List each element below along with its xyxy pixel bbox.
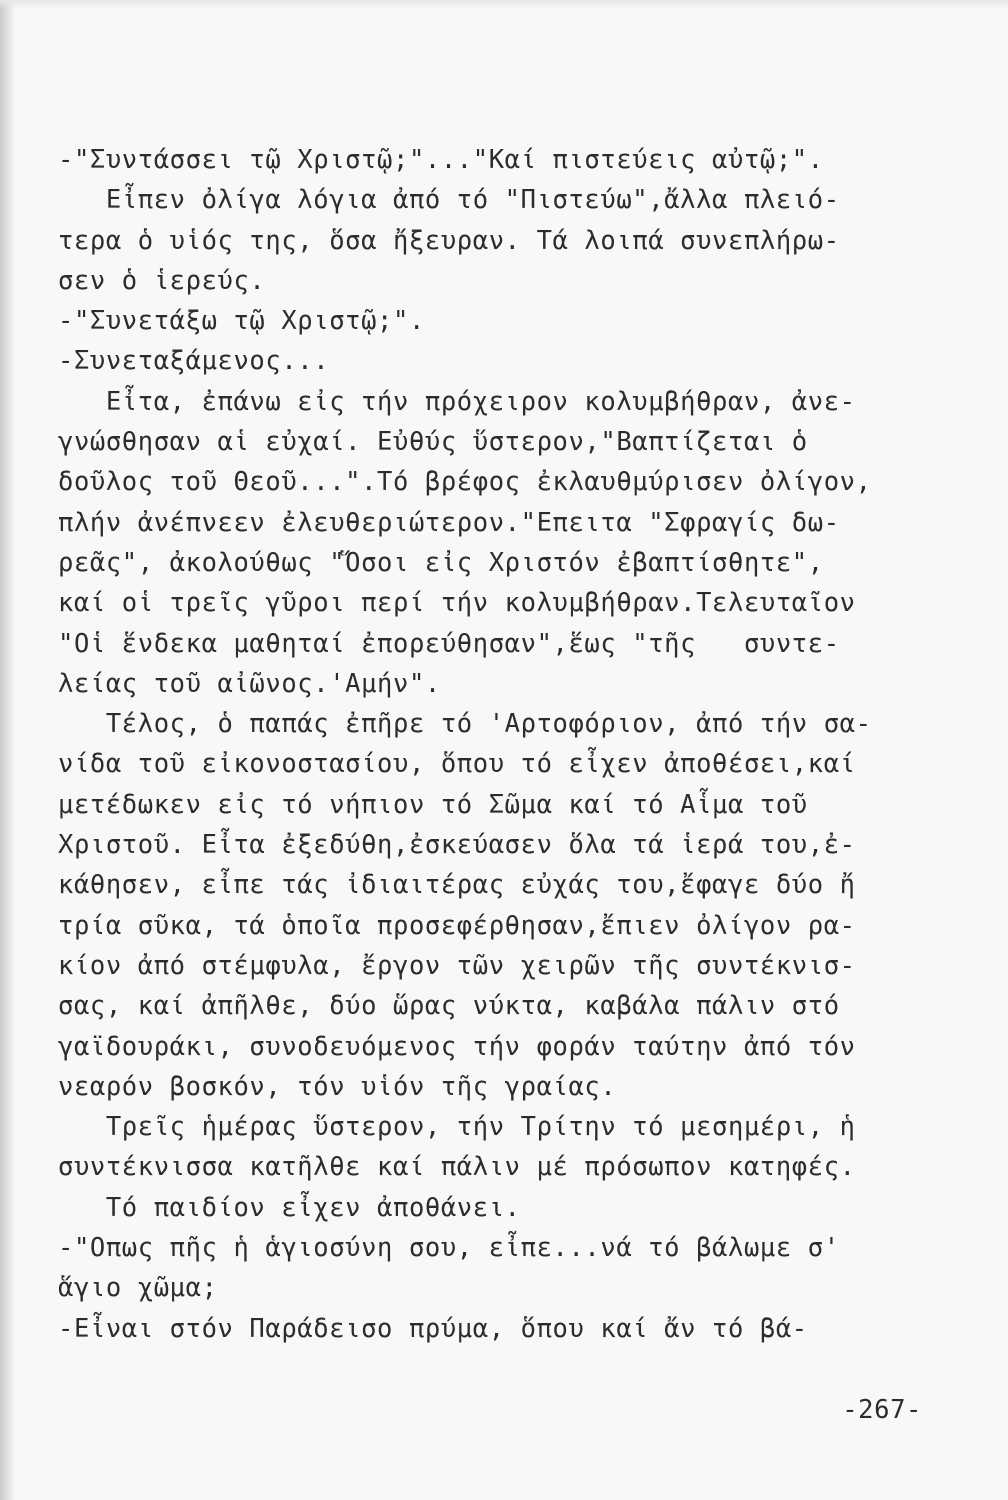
- text-line: Χριστοῦ. Εἶτα ἐξεδύθη,ἐσκεύασεν ὅλα τά ἱερά του,ἐ-: [58, 830, 856, 861]
- text-line: κάθησεν, εἶπε τάς ἰδιαιτέρας εὐχάς του,ἔφαγε δύο ἤ: [58, 870, 856, 901]
- text-line: ρεᾶς", ἀκολούθως "Ὅσοι εἰς Χριστόν ἐβαπτίσθητε",: [58, 547, 824, 578]
- text-line: σας, καί ἀπῆλθε, δύο ὥρας νύκτα, καβάλα πάλιν στό: [58, 991, 840, 1022]
- text-line: τερα ὁ υἱός της, ὅσα ἤξευραν. Τά λοιπά συνεπλήρω-: [58, 225, 840, 256]
- text-line: καί οἱ τρεῖς γῦροι περί τήν κολυμβήθραν.Τελευταῖον: [58, 588, 856, 619]
- page-edge-shadow: [0, 0, 14, 1500]
- text-line: -"Συντάσσει τῷ Χριστῷ;"..."Καί πιστεύεις αὐτῷ;".: [58, 145, 824, 175]
- text-line: σεν ὁ ἱερεύς.: [58, 265, 266, 296]
- text-line: "Οἱ ἕνδεκα μαθηταί ἐπορεύθησαν",ἕως "τῆς συντε-: [58, 628, 840, 659]
- text-line: -Συνεταξάμενος...: [58, 346, 330, 377]
- page-number: -267-: [842, 1395, 922, 1425]
- text-line: Εἶπεν ὀλίγα λόγια ἀπό τό "Πιστεύω",ἄλλα πλειό-: [58, 185, 840, 216]
- text-line: πλήν ἀνέπνεεν ἐλευθεριώτερον."Επειτα "Σφραγίς δω-: [58, 507, 840, 538]
- text-line: γνώσθησαν αἱ εὐχαί. Εὐθύς ὕστερον,"Βαπτίζεται ὁ: [58, 427, 808, 458]
- body-text: [58, 140, 928, 1349]
- text-line: λείας τοῦ αἰῶνος.'Αμήν".: [58, 668, 441, 699]
- text-line: νίδα τοῦ εἰκονοστασίου, ὅπου τό εἶχεν ἀποθέσει,καί: [58, 749, 856, 780]
- text-line: -"Συνετάξω τῷ Χριστῷ;".: [58, 306, 425, 337]
- text-line: μετέδωκεν εἰς τό νήπιον τό Σῶμα καί τό Αἷμα τοῦ: [58, 789, 808, 820]
- text-line: δοῦλος τοῦ Θεοῦ...".Τό βρέφος ἐκλαυθμύρισεν ὀλίγον,: [58, 467, 872, 498]
- text-line: -Εἶναι στόν Παράδεισο πρύμα, ὅπου καί ἄν τό βά-: [58, 1313, 808, 1344]
- top-shadow: [0, 0, 1008, 10]
- text-line: Εἶτα, ἐπάνω εἰς τήν πρόχειρον κολυμβήθραν, ἀνε-: [58, 386, 856, 417]
- text-line: τρία σῦκα, τά ὁποῖα προσεφέρθησαν,ἔπιεν ὀλίγον ρα-: [58, 910, 856, 941]
- text-line: Τό παιδίον εἶχεν ἀποθάνει.: [58, 1192, 521, 1223]
- text-line: νεαρόν βοσκόν, τόν υἱόν τῆς γραίας.: [58, 1071, 617, 1102]
- text-line: ἅγιο χῶμα;: [58, 1273, 218, 1304]
- text-line: κίον ἀπό στέμφυλα, ἔργον τῶν χειρῶν τῆς συντέκνισ-: [58, 950, 856, 981]
- text-line: συντέκνισσα κατῆλθε καί πάλιν μέ πρόσωπον κατηφές.: [58, 1152, 856, 1183]
- text-line: Τέλος, ὁ παπάς ἐπῆρε τό 'Αρτοφόριον, ἀπό τήν σα-: [58, 709, 872, 740]
- text-line: Τρεῖς ἡμέρας ὕστερον, τήν Τρίτην τό μεσημέρι, ἡ: [58, 1112, 856, 1143]
- text-line: -"Οπως πῆς ἡ ἁγιοσύνη σου, εἶπε...νά τό βάλωμε σ': [58, 1233, 840, 1264]
- text-line: γαϊδουράκι, συνοδευόμενος τήν φοράν ταύτην ἀπό τόν: [58, 1031, 856, 1062]
